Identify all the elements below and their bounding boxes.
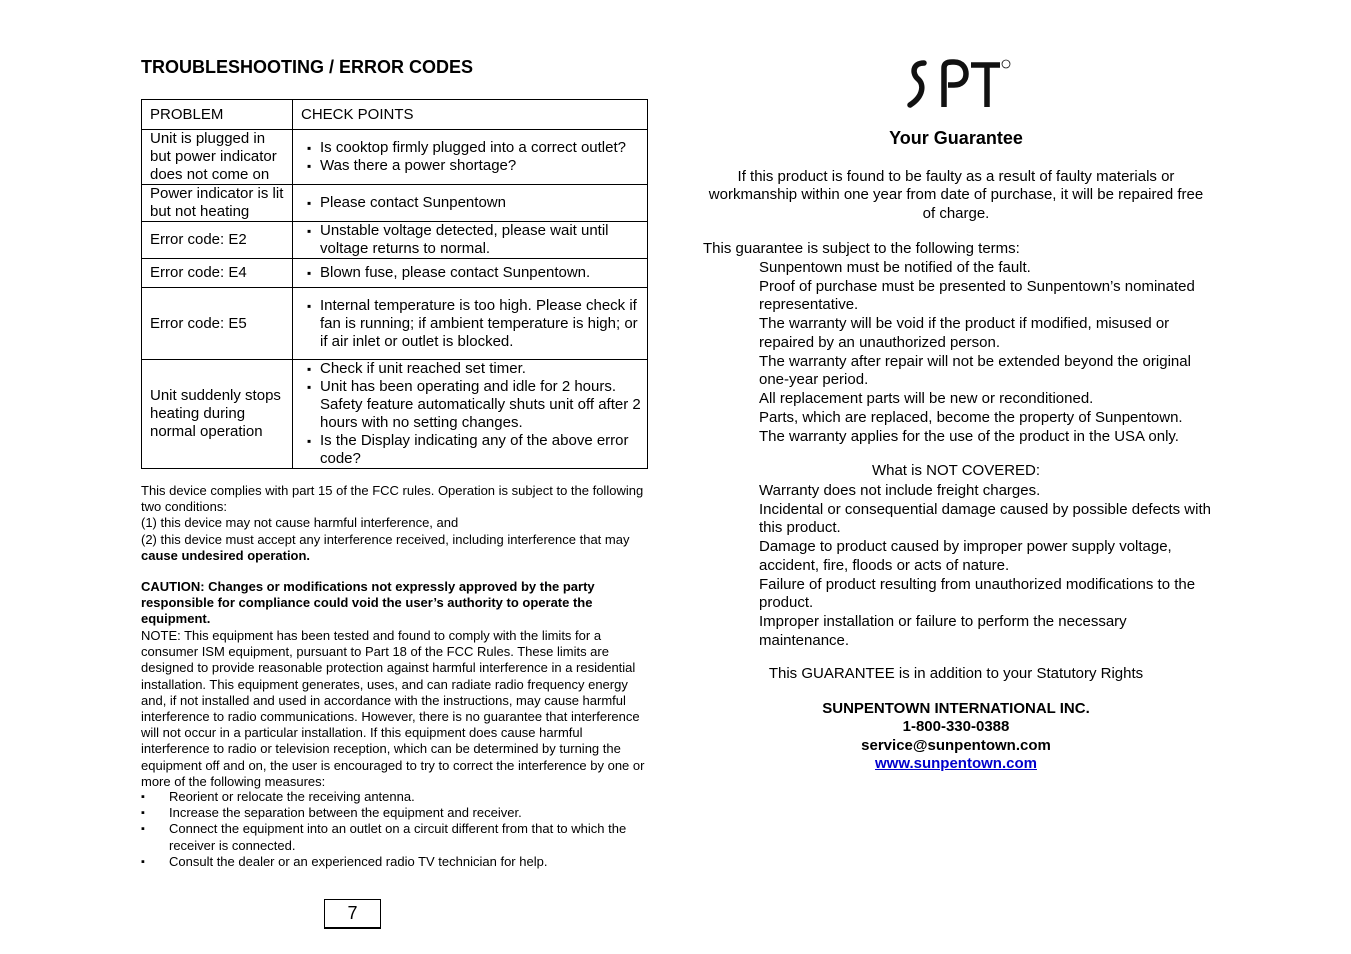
statutory-rights-text: This GUARANTEE is in addition to your Statutory Rights <box>768 665 1144 682</box>
check-point-item: ▪ Check if unit reached set timer. <box>301 360 643 378</box>
check-point-item: ▪ Unit has been operating and idle for 2 hours. Safety feature automatically shuts unit off after 2 hours with no setting changes. <box>301 378 643 432</box>
not-covered-title: What is NOT COVERED: <box>871 462 1041 479</box>
check-points-cell <box>293 288 648 360</box>
terms-intro: This guarantee is subject to the following terms: <box>703 240 1020 257</box>
table-row <box>142 222 648 259</box>
table-row <box>142 288 648 360</box>
fcc-line-text: (2) this device must accept any interference received, including interference that may <box>141 531 630 547</box>
fcc-line-bold: cause undesired operation. <box>141 547 311 563</box>
caution-text: CAUTION: Changes or modifications not expressly approved by the party responsible for compliance could void the user’s authority to operate the equipment. <box>141 579 595 627</box>
fcc-statement <box>141 483 646 564</box>
list-item: Warranty does not include freight charges. <box>759 482 1041 499</box>
check-points-cell <box>293 130 648 185</box>
company-email: service@sunpentown.com <box>861 736 1051 754</box>
check-point-item: ▪ Blown fuse, please contact Sunpentown. <box>301 264 643 282</box>
list-item: Proof of purchase must be presented to Sunpentown’s nominated representative. <box>759 278 1195 314</box>
terms-list <box>759 259 1214 447</box>
measures-list <box>141 789 646 870</box>
guarantee-title: Your Guarantee <box>889 128 1023 148</box>
company-phone: 1-800-330-0388 <box>902 718 1010 736</box>
list-item: The warranty after repair will not be extended beyond the original one-year period. <box>759 352 1191 389</box>
check-point-item: ▪ Was there a power shortage? <box>301 157 643 175</box>
table-row <box>142 259 648 288</box>
not-covered-list <box>759 482 1214 651</box>
problem-cell: Unit is plugged in but power indicator does not come on <box>142 130 293 185</box>
check-points-cell <box>293 259 648 288</box>
check-point-item: ▪ Is cooktop firmly plugged into a correct outlet? <box>301 139 643 157</box>
fcc-line: (1) this device may not cause harmful interference, and <box>141 515 459 531</box>
list-item: Failure of product resulting from unauthorized modifications to the product. <box>759 575 1196 612</box>
list-item: Damage to product caused by improper power supply voltage, accident, fire, floods or acts of nature. <box>759 538 1172 574</box>
check-points-cell <box>293 185 648 222</box>
table-row <box>142 130 648 185</box>
list-item: ▪ Increase the separation between the equipment and receiver. <box>141 805 646 821</box>
note-text: NOTE: This equipment has been tested and found to comply with the limits for a consumer ISM equipment, pursuant to Part 18 of the FCC Rules. These limits are designed to provide reasonable protection against harmful interference in a residential installation. This equipment generates, uses, and can radiate radio frequency energy and, if not installed and used in accordance with the instructions, may cause harmful interference to radio communications. However, there is no guarantee that interference will not occur in a particular installation. If this equipment does cause harmful interference to radio or television reception, which can be determined by turning the equipment off and on, the user is encouraged to try to correct the interference by one or more of the following measures: <box>141 628 645 789</box>
page-number: 7 <box>324 899 381 929</box>
check-points-cell <box>293 360 648 469</box>
list-item: Improper installation or failure to perform the necessary maintenance. <box>759 613 1127 649</box>
check-point-item: ▪ Unstable voltage detected, please wait until voltage returns to normal. <box>301 222 643 258</box>
company-website-link[interactable]: www.sunpentown.com <box>875 755 1037 773</box>
list-item: ▪ Reorient or relocate the receiving antenna. <box>141 789 646 805</box>
column-header-problem: PROBLEM <box>142 100 293 130</box>
problem-cell: Error code: E2 <box>142 222 293 259</box>
list-item: ▪ Consult the dealer or an experienced radio TV technician for help. <box>141 854 646 870</box>
spt-logo <box>900 56 1020 112</box>
list-item: ▪ Connect the equipment into an outlet on a circuit different from that to which the receiver is connected. <box>141 821 646 853</box>
page-title: TROUBLESHOOTING / ERROR CODES <box>141 57 474 77</box>
check-point-item: ▪ Internal temperature is too high. Please check if fan is running; if ambient temperature is high; or if air inlet or outlet is blocked. <box>301 297 643 351</box>
problem-cell: Error code: E4 <box>142 259 293 288</box>
problem-cell: Error code: E5 <box>142 288 293 360</box>
problem-cell: Unit suddenly stops heating during normal operation <box>142 360 293 469</box>
check-point-item: ▪ Please contact Sunpentown <box>301 194 643 212</box>
problem-cell: Power indicator is lit but not heating <box>142 185 293 222</box>
column-header-check-points: CHECK POINTS <box>293 100 648 130</box>
list-item: Sunpentown must be notified of the fault. <box>759 259 1031 276</box>
list-item: The warranty applies for the use of the product in the USA only. <box>759 428 1179 446</box>
company-contact <box>700 700 1212 774</box>
check-point-item: ▪ Is the Display indicating any of the above error code? <box>301 432 643 468</box>
list-item: All replacement parts will be new or reconditioned. <box>759 390 1094 408</box>
check-points-cell <box>293 222 648 259</box>
table-row <box>142 360 648 469</box>
table-header-row <box>142 100 648 130</box>
fcc-line: This device complies with part 15 of the FCC rules. Operation is subject to the following two conditions: <box>141 483 644 515</box>
list-item: Parts, which are replaced, become the property of Sunpentown. <box>759 409 1183 427</box>
spt-logo-icon <box>900 56 1020 112</box>
list-item: Incidental or consequential damage caused by possible defects with this product. <box>759 501 1211 537</box>
troubleshooting-table <box>141 99 648 469</box>
list-item: The warranty will be void if the product if modified, misused or repaired by an unauthorized person. <box>759 315 1170 351</box>
guarantee-intro: If this product is found to be faulty as a result of faulty materials or workmanship within one year from date of purchase, it will be repaired free of charge. <box>708 168 1204 222</box>
table-row <box>142 185 648 222</box>
fcc-line <box>141 532 646 564</box>
company-name: SUNPENTOWN INTERNATIONAL INC. <box>822 700 1090 717</box>
